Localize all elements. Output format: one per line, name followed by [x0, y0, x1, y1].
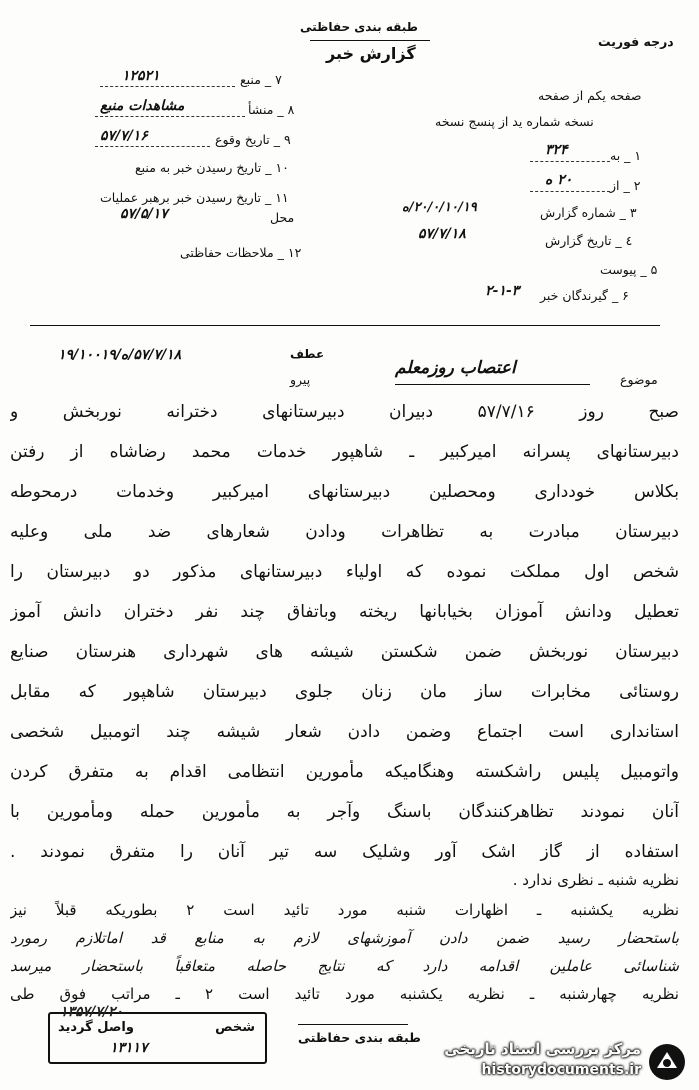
stamp-number: ۱۳۱۱۷ [110, 1040, 148, 1056]
subject-label: موضوع [620, 372, 658, 387]
report-number-label: ۳ _ شماره گزارش [540, 205, 637, 220]
body-line: دبیرستانهای پسرانه امیرکبیر ـ شاهپور خدمات محمد رضاشاه از رفتن [10, 442, 679, 462]
field-protection-notes-label: ۱۲ _ ملاحظات حفاظتی [180, 245, 302, 260]
dash-line [95, 146, 210, 147]
priority-label: درجه فوریت [598, 34, 674, 49]
dash-line [100, 86, 235, 87]
page-number: صفحه یکم از صفحه [538, 88, 642, 103]
note-line: باستحضار رسید ضمن دادن آموزشهای لازم به منابع قد اماتلازم رمورد [10, 929, 679, 947]
field-date-occurrence-label: ۹ _ تاریخ وقوع [215, 132, 291, 147]
field-source-value: ۱۲۵۲۱ [122, 68, 160, 84]
field-origin-value: مشاهدات منبع [100, 98, 185, 114]
note-line: نظریه چهارشنبه ـ نظریه یکشنبه مورد تائید است ۲ ـ مراتب فوق طی [10, 985, 679, 1003]
note-line: نظریه شنبه ـ نظری ندارد . [512, 871, 679, 889]
report-number-value: ۲۰/۰/۱۰/۱۹/ه [402, 200, 477, 215]
body-line: تعطیل ودانش آموزان بخیابانها ریخته وباتفاق چند نفر دختران دانش آموز [10, 602, 679, 622]
report-title: گزارش خبر [326, 44, 416, 63]
header-divider [30, 325, 660, 326]
watermark-logo [444, 1038, 689, 1086]
note-line: نظریه یکشنبه ـ اظهارات شنبه مورد تائید است ۲ بطوریکه قبلاً نیز [10, 901, 679, 919]
report-date-value: ۵۷/۷/۱۸ [418, 226, 466, 242]
subject-value: اعتصاب روزمعلم [395, 358, 516, 378]
handwritten-annotation: ۱۳۵۷/۷/۲۰ [60, 1004, 123, 1020]
field-date-occurrence-value: ۵۷/۷/۱۶ [100, 128, 148, 144]
recipients-label: ۶ _ گیرندگان خبر [540, 288, 629, 303]
sender-from-label: ۲ _ از [610, 178, 641, 193]
body-line: استانداری است اجتماع وضمن دادن شعار شیشه چند اتومبیل شخصی [10, 722, 679, 742]
stamp-received-text: واصل گردید [58, 1020, 134, 1035]
body-line: استفاده از گاز اشک آور وشلیک سه تیر آنان را متفرق نمودند . [10, 842, 679, 862]
body-line: بکلاس خودداری ومحصلین دبیرستانهای امیرکبیر وخدمات درمحوطه [10, 482, 679, 502]
field-date-ops-label: ۱۱ _ تاریخ رسیدن خبر برهبر عملیات [100, 190, 289, 205]
logo-url: historydocuments.ir [481, 1062, 641, 1078]
field-location-label: محل [270, 210, 295, 225]
body-line: صبح روز ۵۷/۷/۱۶ دبیران دبیرستانهای دخترانه نوربخش و [10, 402, 679, 422]
follow-up-label: پیرو [290, 372, 311, 387]
recipient-to-value: ۳۲۴ [545, 142, 568, 158]
attachment-label: ۵ _ پیوست [600, 262, 658, 277]
field-date-ops-value: ۵۷/۵/۱۷ [120, 206, 168, 222]
recipients-value: ۲-۱-۳ [485, 283, 520, 299]
report-date-label: ٤ _ تاریخ گزارش [545, 233, 633, 248]
title-underline [310, 40, 430, 41]
footer-rule [298, 1024, 408, 1025]
classification-top: طبقه بندی حفاظتی [300, 20, 418, 34]
classification-bottom: طبقه بندی حفاظتی [298, 1030, 421, 1045]
sender-from-value: ۲۰ ه [545, 172, 573, 188]
note-line: شناسائی عاملین اقدامه دارد که نتایج حاصله متعاقباً باستحضار میرسد [10, 957, 679, 975]
reference-value: ۵۷/۷/۱۸/ه/۱۹/۱۰۰۱۹ [58, 347, 182, 363]
body-line: واتومبیل پلیس راشکسته وهنگامیکه مأمورین انتظامی اقدام به متفرق کردن [10, 762, 679, 782]
logo-title: مرکز بررسی اسناد تاریخی [444, 1040, 641, 1058]
field-source-label: ۷ _ منبع [240, 72, 282, 87]
stamp-prefix: شخص [215, 1020, 255, 1035]
copy-number: نسخه شماره ید از پنسج نسخه [435, 114, 594, 129]
archive-emblem-icon [647, 1042, 687, 1082]
body-line: آنان نمودند تظاهرکنندگان باسنگ وآجر به مأمورین حمله ومأمورین با [10, 802, 679, 822]
dash-line [95, 116, 245, 117]
reference-label: عطف [290, 347, 325, 361]
body-line: شخص اول مملکت نموده که اولیاء دبیرستانهای مذکور دو دبیرستان را [10, 562, 679, 582]
field-origin-label: ۸ _ منشأ [248, 102, 295, 117]
body-line: روستائی مخابرات ساز مان زنان جلوی دبیرستان شاهپور که مقابل [10, 682, 679, 702]
dash-line [530, 191, 610, 192]
subject-underline [395, 384, 590, 385]
field-date-received-label: ۱۰ _ تاریخ رسیدن خبر به منبع [135, 160, 289, 175]
recipient-to-label: ۱ _ به [610, 148, 642, 163]
body-line: دبیرستان نوربخش ضمن شکستن شیشه های شهرداری هنرستان صنایع [10, 642, 679, 662]
dash-line [530, 161, 610, 162]
body-line: دبیرستان مبادرت به تظاهرات ودادن شعارهای ضد ملی وعلیه [10, 522, 679, 542]
